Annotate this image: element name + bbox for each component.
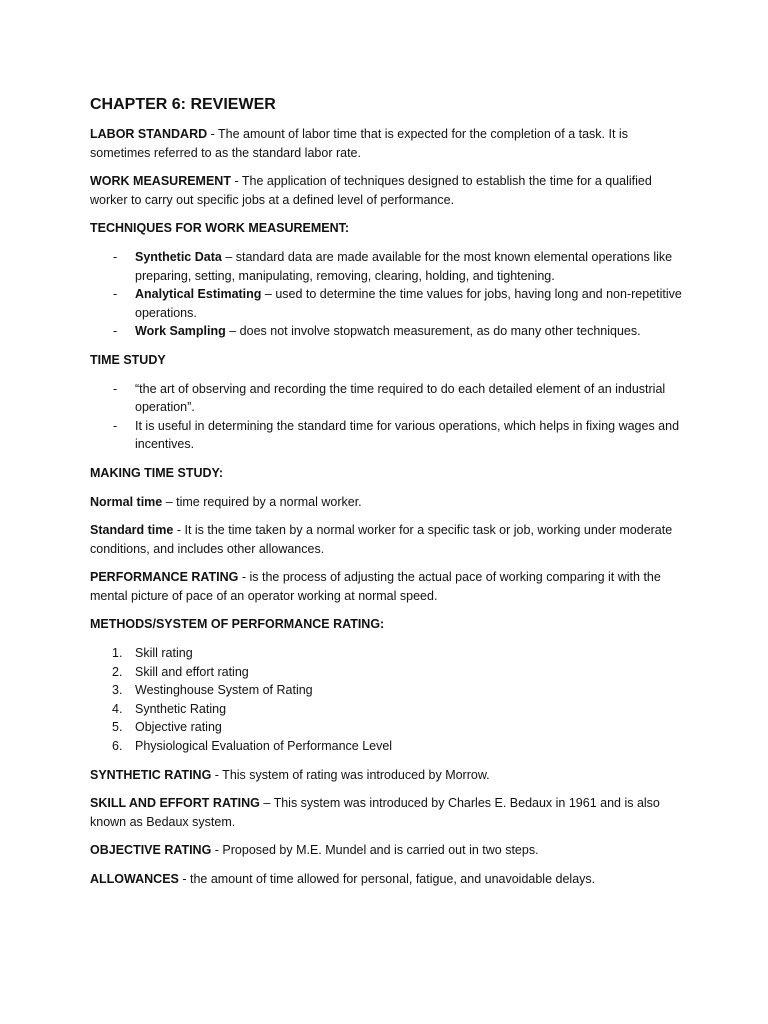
definition-standard-time — [90, 521, 690, 558]
item-text: “the art of observing and recording the time required to do each detailed element of an industrial operation”. — [135, 381, 666, 415]
term: Analytical Estimating — [135, 287, 262, 302]
definition-text: – This system was introduced by Charles E. Bedaux in 1961 and is also known as Bedaux system. — [90, 796, 660, 829]
list-item — [90, 380, 690, 417]
term: WORK MEASUREMENT — [90, 174, 231, 189]
definition-text: - The amount of labor time that is expected for the completion of a task. It is sometimes referred to as the standard labor rate. — [90, 127, 628, 160]
item-text: Synthetic Rating — [135, 701, 227, 716]
item-text: Skill rating — [135, 646, 193, 661]
list-number: 5. — [112, 720, 123, 735]
definition-objective-rating — [90, 841, 690, 860]
definition-text: - Proposed by M.E. Mundel and is carried out in two steps. — [211, 843, 539, 858]
methods-list — [90, 644, 690, 756]
definition-synthetic-rating — [90, 766, 690, 785]
section-heading-time-study: TIME STUDY — [90, 352, 166, 367]
list-number: 4. — [112, 701, 123, 716]
term: SKILL AND EFFORT RATING — [90, 796, 260, 811]
definition-text: - This system of rating was introduced by Morrow. — [211, 767, 490, 782]
section-heading-making-time-study: MAKING TIME STUDY: — [90, 465, 224, 480]
definition-labor-standard — [90, 125, 690, 162]
dash-bullet: - — [113, 249, 118, 264]
item-text: Westinghouse System of Rating — [135, 683, 313, 698]
list-number: 6. — [112, 739, 123, 754]
definition-text: - the amount of time allowed for personal, fatigue, and unavoidable delays. — [178, 872, 596, 886]
item-text: Objective rating — [135, 720, 222, 735]
term: LABOR STANDARD — [90, 127, 208, 141]
term: Synthetic Data — [135, 249, 222, 264]
term: ALLOWANCES — [90, 872, 179, 886]
item-text: – does not involve stopwatch measurement, as do many other techniques. — [225, 324, 641, 339]
page-title: CHAPTER 6: REVIEWER — [90, 96, 276, 113]
definition-performance-rating — [90, 568, 690, 605]
list-item — [90, 663, 690, 682]
term: Normal time — [90, 494, 163, 509]
dash-bullet: - — [113, 287, 118, 302]
dash-bullet: - — [113, 418, 118, 433]
term: Standard time — [90, 523, 174, 538]
dash-bullet: - — [113, 324, 118, 339]
definition-text: – time required by a normal worker. — [162, 494, 362, 509]
section-heading-techniques: TECHNIQUES FOR WORK MEASUREMENT: — [90, 221, 350, 236]
list-number: 1. — [112, 646, 123, 661]
techniques-list — [90, 248, 690, 341]
section-heading-methods: METHODS/SYSTEM OF PERFORMANCE RATING: — [90, 617, 385, 632]
list-number: 3. — [112, 683, 123, 698]
definition-text: - It is the time taken by a normal worker for a specific task or job, working under moderate conditions, and includes other allowances. — [90, 523, 673, 556]
item-text: – standard data are made available for the most known elemental operations like preparing, setting, manipulating, removing, clearing, holding, and tightening. — [135, 249, 673, 283]
term: PERFORMANCE RATING — [90, 570, 239, 585]
item-text: – used to determine the time values for jobs, having long and non-repetitive operations. — [135, 287, 682, 320]
term: Work Sampling — [135, 324, 226, 339]
list-item — [90, 248, 690, 285]
definition-text: - The application of techniques designed to establish the time for a qualified worker to carry out specific jobs at a defined level of performance. — [90, 174, 652, 207]
item-text: It is useful in determining the standard time for various operations, which helps in fixing wages and incentives. — [135, 418, 680, 452]
dash-bullet: - — [113, 381, 118, 396]
list-item — [90, 417, 690, 454]
definition-work-measurement — [90, 172, 690, 209]
list-item — [90, 285, 690, 322]
term: SYNTHETIC RATING — [90, 767, 212, 782]
definition-normal-time — [90, 493, 690, 512]
list-item — [90, 644, 690, 663]
list-item — [90, 681, 690, 700]
list-item — [90, 737, 690, 756]
time-study-list — [90, 380, 690, 454]
definition-skill-and-effort-rating — [90, 794, 690, 831]
list-item — [90, 718, 690, 737]
item-text: Physiological Evaluation of Performance Level — [135, 739, 393, 754]
list-item — [90, 700, 690, 719]
list-item — [90, 322, 690, 341]
item-text: Skill and effort rating — [135, 664, 249, 679]
list-number: 2. — [112, 664, 123, 679]
term: OBJECTIVE RATING — [90, 843, 212, 858]
definition-text: - is the process of adjusting the actual pace of working comparing it with the mental picture of pace of an operator working at normal speed. — [90, 570, 661, 603]
document-body — [90, 94, 690, 899]
definition-allowances — [90, 870, 690, 889]
